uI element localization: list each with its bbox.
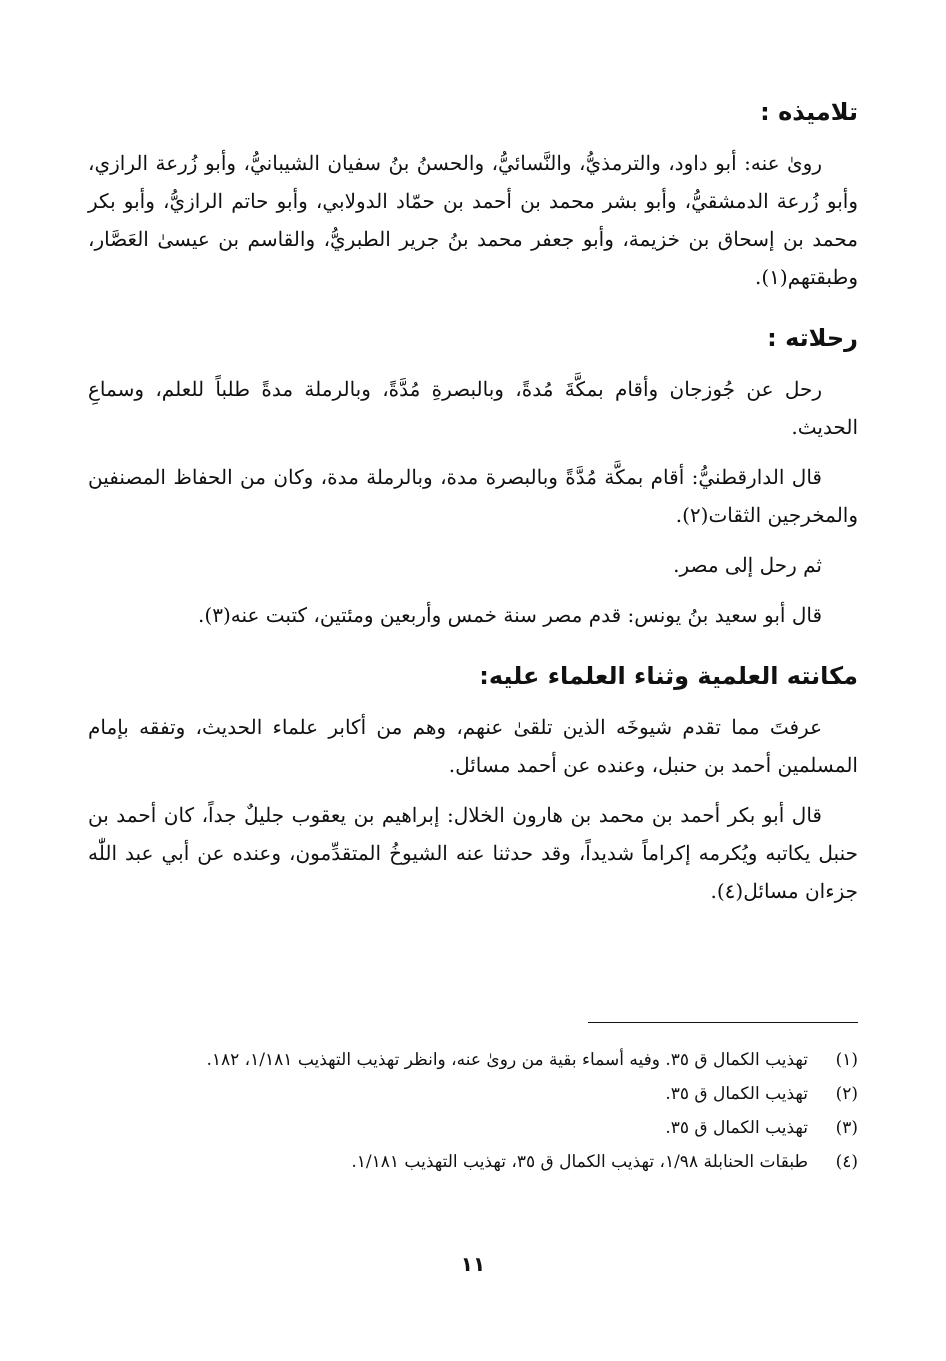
heading-status: مكانته العلمية وثناء العلماء عليه: bbox=[479, 662, 858, 690]
footnote-text: تهذيب الكمال ق ٣٥. bbox=[665, 1118, 808, 1138]
heading-students: تلاميذه : bbox=[760, 98, 858, 126]
footnote-divider bbox=[588, 1022, 858, 1023]
footnote-item bbox=[88, 1111, 858, 1145]
page-number: ١١ bbox=[460, 1252, 486, 1276]
heading-travels: رحلاته : bbox=[767, 324, 858, 352]
main-text bbox=[88, 92, 858, 922]
footnote-number: (١) bbox=[835, 1050, 858, 1070]
travels-paragraph-1: رحل عن جُوزجان وأقام بمكَّةَ مُدةً، وبالبصرةِ مُدَّةً، وبالرملة مدةً طلباً للعلم، وسماعِ الحديث. bbox=[88, 377, 858, 439]
section-spacer bbox=[88, 308, 858, 318]
footnotes bbox=[88, 1043, 858, 1179]
travels-paragraph-3: ثم رحل إلى مصر. bbox=[673, 553, 822, 577]
section-spacer bbox=[88, 646, 858, 656]
footnote-item bbox=[88, 1043, 858, 1077]
footnote-text: طبقات الحنابلة ١/٩٨، تهذيب الكمال ق ٣٥، تهذيب التهذيب ١/١٨١. bbox=[351, 1152, 808, 1172]
footnote-item bbox=[88, 1145, 858, 1179]
footnote-text: تهذيب الكمال ق ٣٥. وفيه أسماء بقية من روىٰ عنه، وانظر تهذيب التهذيب ١/١٨١، ١٨٢. bbox=[206, 1050, 808, 1070]
footnote-number: (٢) bbox=[835, 1084, 858, 1104]
travels-paragraph-4: قال أبو سعيد بنُ يونس: قدم مصر سنة خمس وأربعين ومئتين، كتبت عنه(٣). bbox=[198, 603, 822, 627]
footnote-number: (٤) bbox=[835, 1152, 858, 1172]
footnote-item bbox=[88, 1077, 858, 1111]
footnote-text: تهذيب الكمال ق ٣٥. bbox=[665, 1084, 808, 1104]
status-paragraph-2: قال أبو بكر أحمد بن محمد بن هارون الخلال: إبراهيم بن يعقوب جليلٌ جداً، كان أحمد بن حنبل يكاتبه ويُكرمه إكراماً شديداً، وقد حدثنا عنه الشيوخُ المتقدِّمون، وعنده عن أبي عبد اللّٰه جزءان مسائل(٤). bbox=[88, 803, 858, 903]
students-paragraph: روىٰ عنه: أبو داود، والترمذيُّ، والنَّسائيُّ، والحسنُ بنُ سفيان الشيبانيُّ، وأبو زُرعة الرازي، وأبو زُرعة الدمشقيُّ، وأبو بشر محمد بن أحمد بن حمّاد الدولابي، وأبو حاتم الرازيُّ، وأبو بكر محمد بن إسحاق بن خزيمة، وأبو جعفر محمد بنُ جرير الطبريُّ، والقاسم بن عيسىٰ العَصَّار، وطبقتهم(١). bbox=[88, 151, 858, 289]
travels-paragraph-2: قال الدارقطنيُّ: أقام بمكَّة مُدَّةً وبالبصرة مدة، وبالرملة مدة، وكان من الحفاظ المصنفين والمخرجين الثقات(٢). bbox=[88, 465, 858, 527]
status-paragraph-1: عرفتَ مما تقدم شيوخَه الذين تلقىٰ عنهم، وهم من أكابر علماء الحديث، وتفقه بإمام المسلمين أحمد بن حنبل، وعنده عن أحمد مسائل. bbox=[88, 715, 858, 777]
footnote-number: (٣) bbox=[835, 1118, 858, 1138]
